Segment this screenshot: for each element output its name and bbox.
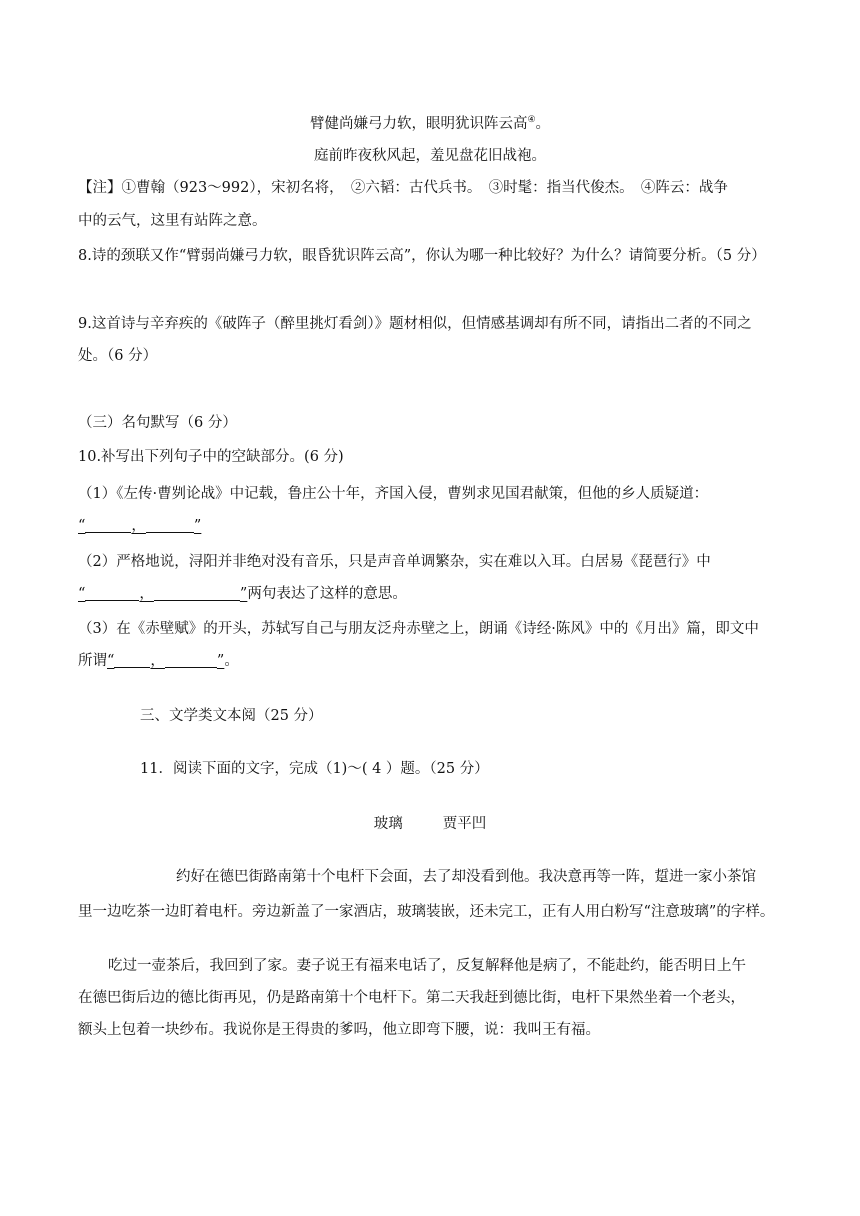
story-title: 玻璃 xyxy=(373,816,403,832)
poem-line-1: 臂健尚嫌弓力软，眼明犹识阵云高④。 xyxy=(309,115,551,132)
answer-blank-3[interactable]: 所谓“ ， ”。 xyxy=(78,653,239,669)
question-10-item-3: （3）在《赤壁赋》的开头，苏轼写自己与朋友泛舟赤壁之上，朗诵《诗经·陈风》中的《月出》篇，即文中 xyxy=(78,621,759,637)
answer-blank-2[interactable]: “ ， ”两句表达了这样的意思。 xyxy=(78,586,407,602)
poem-line-2: 庭前昨夜秋风起，羞见盘花旧战袍。 xyxy=(314,148,546,164)
question-9-line-2: 处。（6 分） xyxy=(78,348,158,364)
footnote-marker: ④ xyxy=(527,115,536,125)
story-p2-line-3: 额头上包着一块纱布。我说你是王得贵的爹吗，他立即弯下腰，说：我叫王有福。 xyxy=(78,1022,600,1038)
story-p2-line-2: 在德巴街后边的德比街再见，仍是路南第十个电杆下。第二天我赶到德比街，电杆下果然坐着一个老头， xyxy=(78,990,745,1006)
section-heading-famous-lines: （三）名句默写（6 分） xyxy=(78,415,237,431)
section-heading-literary: 三、文学类文本阅（25 分） xyxy=(140,708,323,724)
notes-line-1: 【注】①曹翰（923～992），宋初名将， ②六韬：古代兵书。 ③时髦：指当代俊杰。 ④阵云：战争 xyxy=(78,180,728,196)
question-10-title: 10.补写出下列句子中的空缺部分。(6 分) xyxy=(78,449,344,465)
story-p1-line-2: 里一边吃茶一边盯着电杆。旁边新盖了一家酒店，玻璃装嵌，还未完工，正有人用白粉写“注意玻璃”的字样。 xyxy=(78,904,775,920)
notes-line-2: 中的云气，这里有站阵之意。 xyxy=(78,213,267,229)
story-p2-line-1: 吃过一壶茶后，我回到了家。妻子说王有福来电话了，反复解释他是病了，不能赴约，能否明日上午 xyxy=(108,958,746,974)
question-10-item-2: （2）严格地说，浔阳并非绝对没有音乐，只是声音单调繁杂，实在难以入耳。白居易《琵琶行》中 xyxy=(78,554,711,570)
question-10-item-1: （1）《左传·曹刿论战》中记载，鲁庄公十年，齐国入侵，曹刿求见国君献策，但他的乡人质疑道： xyxy=(78,486,709,502)
question-9-line-1: 9.这首诗与辛弃疾的《破阵子（醉里挑灯看剑）》题材相似，但情感基调却有所不同，请指出二者的不同之 xyxy=(78,316,752,332)
story-p1-line-1: 约好在德巴街路南第十个电杆下会面，去了却没看到他。我决意再等一阵，踅进一家小茶馆 xyxy=(176,869,756,885)
answer-blank-1[interactable]: “ ， ” xyxy=(78,518,202,534)
story-heading xyxy=(0,814,860,834)
story-author: 贾平凹 xyxy=(442,816,487,832)
question-8: 8.诗的颈联又作“臂弱尚嫌弓力软，眼昏犹识阵云高”，你认为哪一种比较好？为什么？请简要分析。（5 分） xyxy=(78,248,766,264)
question-11: 11．阅读下面的文字，完成（1)～( 4 ）题。（25 分） xyxy=(140,761,489,777)
